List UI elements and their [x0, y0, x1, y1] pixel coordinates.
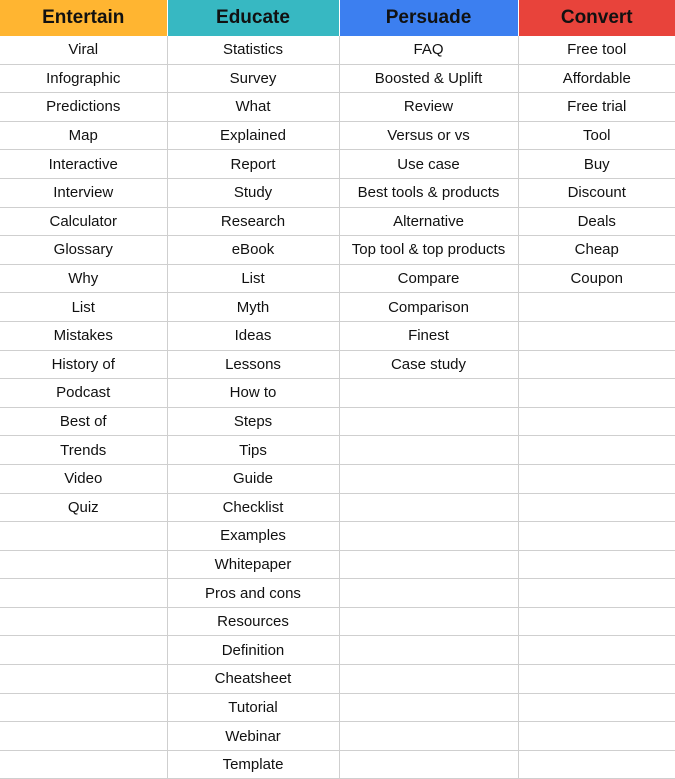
- cell-persuade: Boosted & Uplift: [339, 64, 518, 93]
- cell-convert: Affordable: [518, 64, 675, 93]
- cell-convert: Tool: [518, 121, 675, 150]
- cell-persuade: [339, 464, 518, 493]
- cell-persuade: Use case: [339, 150, 518, 179]
- table-row: [0, 93, 675, 122]
- cell-entertain: [0, 750, 167, 779]
- table-row: [0, 407, 675, 436]
- cell-entertain: Trends: [0, 436, 167, 465]
- cell-entertain: List: [0, 293, 167, 322]
- cell-educate: What: [167, 93, 339, 122]
- cell-persuade: [339, 636, 518, 665]
- table-row: [0, 750, 675, 779]
- cell-convert: [518, 693, 675, 722]
- table-row: [0, 236, 675, 265]
- cell-entertain: [0, 522, 167, 551]
- cell-persuade: Top tool & top products: [339, 236, 518, 265]
- cell-convert: [518, 607, 675, 636]
- table-row: [0, 264, 675, 293]
- cell-persuade: [339, 522, 518, 551]
- cell-persuade: [339, 493, 518, 522]
- table-row: [0, 665, 675, 694]
- cell-persuade: FAQ: [339, 36, 518, 64]
- cell-entertain: Infographic: [0, 64, 167, 93]
- cell-educate: Study: [167, 178, 339, 207]
- cell-educate: How to: [167, 379, 339, 408]
- cell-convert: Free tool: [518, 36, 675, 64]
- cell-convert: [518, 665, 675, 694]
- cell-entertain: History of: [0, 350, 167, 379]
- cell-educate: Myth: [167, 293, 339, 322]
- header-persuade: Persuade: [339, 0, 518, 36]
- cell-entertain: Why: [0, 264, 167, 293]
- table-row: [0, 436, 675, 465]
- cell-educate: Research: [167, 207, 339, 236]
- cell-convert: Free trial: [518, 93, 675, 122]
- cell-convert: [518, 293, 675, 322]
- table-row: [0, 321, 675, 350]
- cell-convert: [518, 522, 675, 551]
- cell-educate: eBook: [167, 236, 339, 265]
- table-row: [0, 350, 675, 379]
- cell-entertain: Interview: [0, 178, 167, 207]
- table-row: [0, 493, 675, 522]
- table-row: [0, 550, 675, 579]
- cell-educate: Steps: [167, 407, 339, 436]
- cell-entertain: Viral: [0, 36, 167, 64]
- cell-convert: [518, 379, 675, 408]
- cell-educate: Whitepaper: [167, 550, 339, 579]
- cell-convert: Buy: [518, 150, 675, 179]
- cell-convert: [518, 493, 675, 522]
- table-row: [0, 64, 675, 93]
- cell-convert: [518, 436, 675, 465]
- cell-entertain: [0, 550, 167, 579]
- cell-entertain: [0, 579, 167, 608]
- table-row: [0, 36, 675, 64]
- cell-educate: Statistics: [167, 36, 339, 64]
- cell-convert: [518, 579, 675, 608]
- cell-convert: [518, 550, 675, 579]
- cell-persuade: Best tools & products: [339, 178, 518, 207]
- cell-entertain: Map: [0, 121, 167, 150]
- table-row: [0, 150, 675, 179]
- cell-persuade: Finest: [339, 321, 518, 350]
- cell-entertain: [0, 722, 167, 751]
- cell-convert: Cheap: [518, 236, 675, 265]
- cell-persuade: [339, 379, 518, 408]
- cell-persuade: [339, 607, 518, 636]
- header-row: [0, 0, 675, 36]
- table-row: [0, 636, 675, 665]
- table-body: [0, 36, 675, 779]
- cell-educate: Examples: [167, 522, 339, 551]
- cell-educate: Report: [167, 150, 339, 179]
- cell-educate: Explained: [167, 121, 339, 150]
- table-row: [0, 293, 675, 322]
- cell-convert: [518, 407, 675, 436]
- table-row: [0, 579, 675, 608]
- cell-persuade: [339, 750, 518, 779]
- table-row: [0, 207, 675, 236]
- table-row: [0, 379, 675, 408]
- cell-entertain: Interactive: [0, 150, 167, 179]
- cell-persuade: Versus or vs: [339, 121, 518, 150]
- cell-entertain: Predictions: [0, 93, 167, 122]
- cell-persuade: Review: [339, 93, 518, 122]
- cell-convert: Discount: [518, 178, 675, 207]
- table-row: [0, 178, 675, 207]
- table-row: [0, 121, 675, 150]
- cell-educate: Pros and cons: [167, 579, 339, 608]
- cell-convert: [518, 722, 675, 751]
- cell-persuade: Comparison: [339, 293, 518, 322]
- cell-educate: Ideas: [167, 321, 339, 350]
- cell-educate: Cheatsheet: [167, 665, 339, 694]
- cell-persuade: Case study: [339, 350, 518, 379]
- cell-persuade: [339, 579, 518, 608]
- cell-persuade: [339, 550, 518, 579]
- cell-educate: Lessons: [167, 350, 339, 379]
- cell-entertain: Quiz: [0, 493, 167, 522]
- table-row: [0, 722, 675, 751]
- cell-convert: [518, 750, 675, 779]
- cell-convert: [518, 636, 675, 665]
- cell-persuade: Compare: [339, 264, 518, 293]
- table-row: [0, 464, 675, 493]
- cell-entertain: [0, 665, 167, 694]
- cell-entertain: Best of: [0, 407, 167, 436]
- header-educate: Educate: [167, 0, 339, 36]
- cell-convert: Deals: [518, 207, 675, 236]
- cell-convert: [518, 321, 675, 350]
- cell-educate: Tips: [167, 436, 339, 465]
- cell-entertain: [0, 607, 167, 636]
- cell-convert: Coupon: [518, 264, 675, 293]
- cell-educate: Resources: [167, 607, 339, 636]
- cell-entertain: Glossary: [0, 236, 167, 265]
- cell-persuade: [339, 436, 518, 465]
- cell-educate: Guide: [167, 464, 339, 493]
- cell-entertain: [0, 636, 167, 665]
- cell-educate: Webinar: [167, 722, 339, 751]
- cell-educate: Template: [167, 750, 339, 779]
- cell-convert: [518, 350, 675, 379]
- cell-persuade: [339, 407, 518, 436]
- cell-entertain: Mistakes: [0, 321, 167, 350]
- cell-entertain: [0, 693, 167, 722]
- cell-convert: [518, 464, 675, 493]
- table-row: [0, 522, 675, 551]
- header-entertain: Entertain: [0, 0, 167, 36]
- cell-persuade: Alternative: [339, 207, 518, 236]
- cell-persuade: [339, 665, 518, 694]
- table-row: [0, 693, 675, 722]
- cell-persuade: [339, 722, 518, 751]
- cell-educate: Tutorial: [167, 693, 339, 722]
- table-row: [0, 607, 675, 636]
- header-convert: Convert: [518, 0, 675, 36]
- cell-entertain: Video: [0, 464, 167, 493]
- cell-educate: Checklist: [167, 493, 339, 522]
- cell-persuade: [339, 693, 518, 722]
- cell-educate: List: [167, 264, 339, 293]
- cell-educate: Definition: [167, 636, 339, 665]
- cell-entertain: Podcast: [0, 379, 167, 408]
- cell-entertain: Calculator: [0, 207, 167, 236]
- cell-educate: Survey: [167, 64, 339, 93]
